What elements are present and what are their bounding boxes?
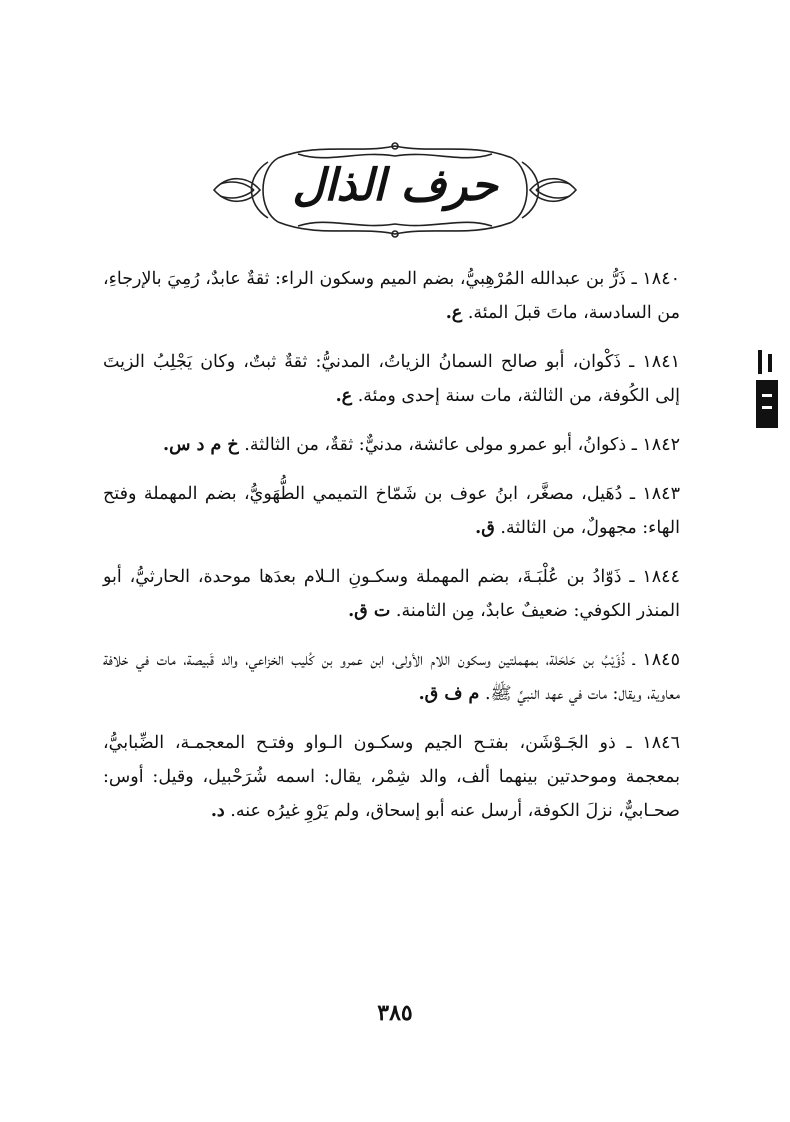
entry-separator: ـ (626, 435, 643, 455)
entry-text: ذُؤَيْبُ بن حَلحَلة، بمهملتين وسكون اللام الأولى، ابن عمرو بن كُليب الخزاعي، والد قَبيصة، مات في خلافة معاوية، ويقال: مات في عهد النبيِّ ﷺ. (103, 650, 680, 704)
entry-codes: ع. (445, 303, 463, 323)
entry-separator: ـ (622, 484, 643, 504)
page-number: ٣٨٥ (377, 1000, 413, 1026)
entry-codes: م ف ق. (418, 684, 480, 704)
entry-text: ذَرُّ بن عبدالله المُرْهِبيُّ، بضم الميم وسكون الراء: ثقةٌ عابدٌ، رُمِيَ بالإرجاءِ، من السادسة، ماتَ قبلَ المئة. (103, 269, 680, 323)
entry-1845 (103, 643, 680, 711)
entry-number: ١٨٤١ (642, 352, 680, 372)
entry-separator: ـ (621, 567, 643, 587)
entry-text: دُهَيل، مصغَّر، ابنُ عوف بن شَمّاخ التميمي الطُّهَويُّ، بضم المهملة وفتح الهاء: مجهولٌ، من الثالثة. (103, 484, 680, 538)
entry-number: ١٨٤٦ (642, 733, 680, 753)
entry-text: ذو الجَـوْشَن، بفتـح الجيم وسكـون الـواو وفتـح المعجمـة، الضِّبابيُّ، بمعجمة وموحدتين بينهما ألف، والد شِمْر، يقال: اسمه شُرَحْبيل، وقيل: أوس: صحـابيٌّ، نزلَ الكوفة، أرسل عنه أبو إسحاق، ولم يَرْوِ غيرُه عنه. (103, 733, 680, 821)
entry-codes: خ م د س. (163, 435, 239, 455)
entry-text: ذَوّادُ بن عُلْبَـةَ، بضم المهملة وسكـونِ الـلام بعدَها موحدة، الحارثيُّ، أبو المنذر الكوفي: ضعيفٌ عابدٌ، مِن الثامنة. (103, 567, 680, 621)
entry-1841 (103, 345, 680, 413)
entry-1840 (103, 262, 680, 330)
entry-number: ١٨٤٤ (642, 567, 680, 587)
entry-separator: ـ (626, 269, 643, 289)
chapter-title: حرف الذال (292, 160, 498, 211)
entry-number: ١٨٤٣ (642, 484, 680, 504)
entry-codes: ق. (475, 518, 495, 538)
thumb-index-marker-icon (756, 350, 778, 428)
chapter-header-ornament (208, 140, 582, 240)
entry-separator: ـ (615, 733, 643, 753)
entry-number: ١٨٤٠ (642, 269, 680, 289)
entry-codes: ت ق. (348, 601, 391, 621)
entry-1843 (103, 477, 680, 545)
entry-number: ١٨٤٢ (642, 435, 680, 455)
entry-text: ذكوانُ، أبو عمرو مولى عائشة، مدنيٌّ: ثقةٌ، من الثالثة. (244, 435, 627, 455)
entry-1844 (103, 560, 680, 628)
entry-codes: ع. (335, 386, 353, 406)
entry-codes: د. (210, 801, 225, 821)
entry-number: ١٨٤٥ (642, 650, 680, 670)
entry-1846 (103, 726, 680, 828)
entry-1842 (103, 428, 680, 462)
entry-separator: ـ (621, 352, 643, 372)
thumb-index-marker (756, 350, 778, 428)
entries-list (103, 262, 680, 843)
entry-separator: ـ (625, 650, 643, 670)
entry-text: ذَكْوان، أبو صالح السمانُ الزياتُ، المدنيُّ: ثقةٌ ثبتٌ، وكان يَجْلِبُ الزيتَ إلى الكُوفة، من الثالثة، مات سنة إحدى ومئة. (103, 352, 680, 406)
